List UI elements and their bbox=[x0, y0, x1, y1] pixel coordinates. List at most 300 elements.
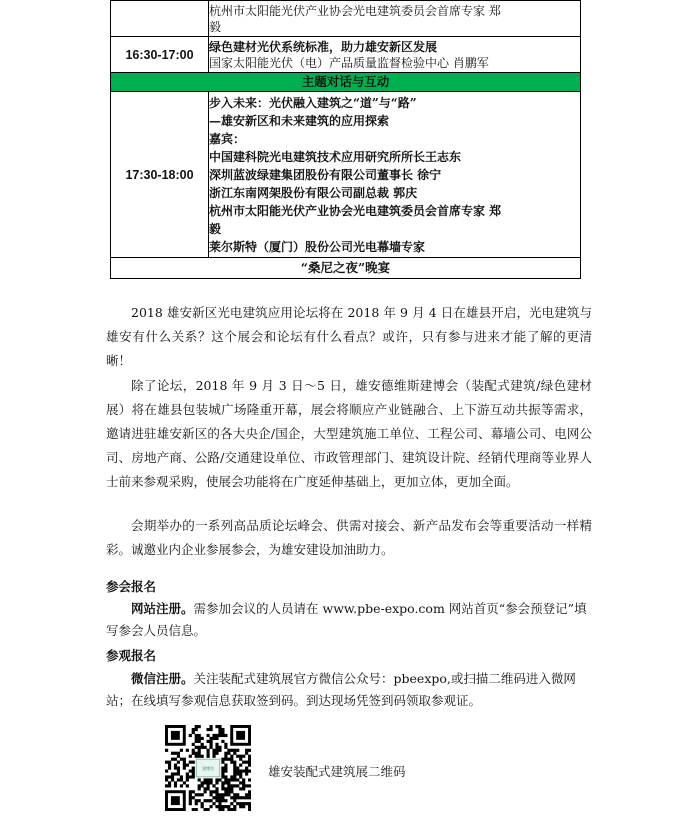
qr-module bbox=[224, 758, 227, 761]
qr-module bbox=[230, 775, 233, 778]
qr-module bbox=[192, 808, 195, 811]
qr-module bbox=[227, 790, 230, 793]
qr-module bbox=[212, 802, 215, 805]
qr-module bbox=[168, 781, 171, 784]
qr-module bbox=[201, 743, 204, 746]
qr-module bbox=[245, 767, 248, 770]
qr-module bbox=[209, 805, 212, 808]
qr-module bbox=[171, 758, 174, 761]
dialogue-line: 深圳蓝波绿建集团股份有限公司董事长 徐宁 bbox=[209, 167, 442, 182]
qr-module bbox=[218, 796, 221, 799]
qr-module bbox=[248, 805, 251, 808]
qr-module bbox=[207, 799, 210, 802]
qr-module bbox=[177, 778, 180, 781]
qr-module bbox=[248, 802, 251, 805]
qr-module bbox=[233, 752, 236, 755]
qr-module bbox=[236, 778, 239, 781]
qr-module bbox=[165, 769, 168, 772]
qr-finder bbox=[171, 731, 180, 740]
qr-module bbox=[186, 778, 189, 781]
qr-module bbox=[218, 746, 221, 749]
qr-module bbox=[168, 775, 171, 778]
qr-module bbox=[239, 769, 242, 772]
qr-module bbox=[195, 802, 198, 805]
session-title: 绿色建材光伏系统标准，助力雄安新区发展 bbox=[209, 39, 438, 54]
qr-module bbox=[198, 778, 201, 781]
visit-heading: 参观报名 bbox=[106, 648, 157, 663]
qr-module bbox=[233, 767, 236, 770]
qr-module bbox=[248, 764, 251, 767]
qr-module bbox=[218, 728, 221, 731]
qr-module bbox=[204, 778, 207, 781]
qr-module bbox=[195, 793, 198, 796]
qr-module bbox=[230, 787, 233, 790]
qr-module bbox=[218, 731, 221, 734]
qr-module bbox=[218, 725, 221, 728]
speaker-cell bbox=[209, 1, 581, 37]
qr-module bbox=[174, 764, 177, 767]
qr-module bbox=[233, 761, 236, 764]
qr-module bbox=[186, 764, 189, 767]
schedule-band-row bbox=[111, 73, 581, 92]
qr-module bbox=[248, 761, 251, 764]
qr-module bbox=[215, 737, 218, 740]
qr-module bbox=[207, 749, 210, 752]
qr-module bbox=[248, 784, 251, 787]
qr-module bbox=[207, 781, 210, 784]
qr-module bbox=[201, 737, 204, 740]
schedule-row bbox=[111, 92, 581, 258]
qr-module bbox=[195, 734, 198, 737]
qr-module bbox=[209, 778, 212, 781]
qr-module bbox=[209, 743, 212, 746]
qr-module bbox=[245, 784, 248, 787]
qr-module bbox=[165, 761, 168, 764]
qr-module bbox=[245, 769, 248, 772]
dialogue-line: 嘉宾： bbox=[209, 131, 246, 146]
dialogue-line: 杭州市太阳能光伏产业协会光电建筑委员会首席专家 郑 bbox=[209, 203, 502, 218]
qr-module bbox=[242, 755, 245, 758]
qr-module bbox=[239, 758, 242, 761]
qr-module bbox=[198, 787, 201, 790]
paragraph-expo: 除了论坛，2018 年 9 月 3 日～5 日，雄安德维斯建博会（装配式建筑/绿色建材展）将在雄县包装城广场隆重开幕，展会将顺应产业链融合、上下游互动共振等需求，邀请进驻雄安新区的各大央企/国企，大型建筑施工单位、工程公司、幕墙公司、电网公司、房地产商、公路/交通建设单位、市政管理部门、建筑设计院、经销代理商等业界人士前来参观采购，使展会功能将在广度延伸基础上，更加立体，更加全面。 bbox=[106, 378, 592, 489]
qr-module bbox=[239, 772, 242, 775]
qr-module bbox=[212, 737, 215, 740]
visit-text bbox=[106, 668, 592, 712]
qr-module bbox=[204, 781, 207, 784]
qr-module bbox=[233, 749, 236, 752]
qr-module bbox=[189, 769, 192, 772]
qr-module bbox=[215, 752, 218, 755]
qr-module bbox=[195, 799, 198, 802]
qr-module bbox=[212, 784, 215, 787]
qr-module bbox=[233, 778, 236, 781]
qr-module bbox=[183, 761, 186, 764]
qr-module bbox=[195, 725, 198, 728]
qr-module bbox=[221, 781, 224, 784]
qr-module bbox=[207, 752, 210, 755]
qr-module bbox=[221, 784, 224, 787]
schedule-row bbox=[111, 1, 581, 37]
qr-module bbox=[165, 749, 168, 752]
qr-module bbox=[239, 802, 242, 805]
qr-module bbox=[207, 740, 210, 743]
time-cell bbox=[111, 1, 209, 37]
qr-module bbox=[242, 769, 245, 772]
qr-module bbox=[212, 749, 215, 752]
qr-module bbox=[242, 805, 245, 808]
qr-module bbox=[239, 764, 242, 767]
qr-module bbox=[224, 775, 227, 778]
qr-module bbox=[248, 758, 251, 761]
visit-lead: 微信注册。 bbox=[131, 671, 194, 686]
speaker-line: 杭州市太阳能光伏产业协会光电建筑委员会首席专家 郑 bbox=[209, 3, 501, 18]
qr-module bbox=[230, 784, 233, 787]
qr-module bbox=[245, 749, 248, 752]
qr-module bbox=[192, 769, 195, 772]
qr-module bbox=[227, 787, 230, 790]
qr-module bbox=[183, 781, 186, 784]
qr-module bbox=[189, 802, 192, 805]
qr-module bbox=[174, 752, 177, 755]
qr-module bbox=[165, 778, 168, 781]
qr-module bbox=[224, 769, 227, 772]
qr-module bbox=[221, 734, 224, 737]
qr-module bbox=[221, 767, 224, 770]
qr-module bbox=[192, 761, 195, 764]
qr-module bbox=[186, 772, 189, 775]
qr-module bbox=[227, 778, 230, 781]
qr-module bbox=[242, 781, 245, 784]
qr-module bbox=[236, 796, 239, 799]
qr-code-graphic bbox=[165, 725, 251, 811]
qr-module bbox=[177, 752, 180, 755]
dialogue-line: 浙江东南网架股份有限公司副总裁 郭庆 bbox=[209, 185, 418, 200]
qr-module bbox=[245, 752, 248, 755]
qr-module bbox=[221, 772, 224, 775]
qr-module bbox=[224, 805, 227, 808]
qr-module bbox=[221, 787, 224, 790]
qr-module bbox=[192, 749, 195, 752]
qr-module bbox=[174, 781, 177, 784]
qr-module bbox=[236, 769, 239, 772]
qr-module bbox=[177, 769, 180, 772]
qr-finder bbox=[236, 731, 245, 740]
qr-module bbox=[207, 734, 210, 737]
dialogue-line: —雄安新区和未来建筑的应用探索 bbox=[209, 113, 390, 128]
qr-module bbox=[221, 758, 224, 761]
qr-module bbox=[189, 793, 192, 796]
qr-module bbox=[236, 749, 239, 752]
qr-module bbox=[233, 784, 236, 787]
qr-module bbox=[204, 746, 207, 749]
qr-module bbox=[174, 784, 177, 787]
session-cell bbox=[209, 37, 581, 73]
qr-module bbox=[168, 784, 171, 787]
qr-module bbox=[236, 784, 239, 787]
qr-module bbox=[230, 802, 233, 805]
qr-module bbox=[248, 749, 251, 752]
qr-module bbox=[218, 749, 221, 752]
qr-module bbox=[198, 746, 201, 749]
qr-module bbox=[221, 805, 224, 808]
qr-module bbox=[239, 787, 242, 790]
qr-module bbox=[212, 734, 215, 737]
qr-module bbox=[239, 796, 242, 799]
qr-module bbox=[186, 749, 189, 752]
qr-module bbox=[195, 746, 198, 749]
dialogue-line: 中国建科院光电建筑技术应用研究所所长王志东 bbox=[209, 149, 462, 164]
qr-module bbox=[195, 752, 198, 755]
qr-module bbox=[189, 761, 192, 764]
qr-module bbox=[198, 749, 201, 752]
qr-module bbox=[221, 731, 224, 734]
qr-module bbox=[215, 793, 218, 796]
registration-body: 需参加会议的人员请在 www.pbe-expo.com 网站首页“参会预登记”填写参会人员信息。 bbox=[106, 601, 587, 638]
qr-module bbox=[230, 778, 233, 781]
qr-module bbox=[183, 764, 186, 767]
qr-module bbox=[218, 808, 221, 811]
dialogue-line: 毅 bbox=[209, 221, 222, 236]
qr-module bbox=[218, 799, 221, 802]
paragraph-forum: 2018 雄安新区光电建筑应用论坛将在 2018 年 9 月 4 日在雄县开启，光电建筑与雄安有什么关系？这个展会和论坛有什么看点？或许，只有参与进来才能了解的更清晰！ bbox=[106, 305, 592, 368]
qr-module bbox=[192, 752, 195, 755]
qr-module bbox=[198, 740, 201, 743]
qr-module bbox=[239, 805, 242, 808]
qr-module bbox=[198, 755, 201, 758]
qr-module bbox=[233, 799, 236, 802]
qr-module bbox=[171, 778, 174, 781]
qr-module bbox=[245, 772, 248, 775]
qr-module bbox=[171, 775, 174, 778]
qr-module bbox=[212, 796, 215, 799]
qr-module bbox=[201, 802, 204, 805]
qr-module bbox=[242, 778, 245, 781]
qr-module bbox=[245, 761, 248, 764]
qr-module bbox=[192, 731, 195, 734]
qr-module bbox=[177, 767, 180, 770]
qr-module bbox=[227, 784, 230, 787]
qr-module bbox=[224, 790, 227, 793]
qr-module bbox=[177, 755, 180, 758]
dialogue-cell bbox=[209, 92, 581, 258]
qr-module bbox=[180, 775, 183, 778]
qr-module bbox=[233, 793, 236, 796]
qr-module bbox=[198, 752, 201, 755]
qr-module bbox=[204, 799, 207, 802]
qr-module bbox=[248, 793, 251, 796]
qr-module bbox=[239, 781, 242, 784]
qr-module bbox=[236, 793, 239, 796]
qr-module bbox=[195, 737, 198, 740]
band-title: 主题对话与互动 bbox=[111, 73, 581, 92]
qr-module bbox=[242, 784, 245, 787]
qr-module bbox=[204, 808, 207, 811]
qr-module bbox=[165, 775, 168, 778]
qr-module bbox=[236, 767, 239, 770]
qr-module bbox=[233, 796, 236, 799]
qr-module bbox=[248, 790, 251, 793]
time-cell: 17:30-18:00 bbox=[111, 92, 209, 258]
qr-module bbox=[248, 796, 251, 799]
qr-module bbox=[236, 755, 239, 758]
qr-module bbox=[195, 755, 198, 758]
qr-module bbox=[230, 755, 233, 758]
qr-code[interactable] bbox=[165, 725, 251, 811]
qr-module bbox=[221, 799, 224, 802]
qr-module bbox=[215, 787, 218, 790]
qr-module bbox=[174, 767, 177, 770]
qr-module bbox=[192, 796, 195, 799]
qr-module bbox=[233, 775, 236, 778]
qr-module bbox=[230, 749, 233, 752]
qr-module bbox=[239, 755, 242, 758]
qr-module bbox=[218, 802, 221, 805]
qr-module bbox=[198, 725, 201, 728]
qr-module bbox=[215, 790, 218, 793]
qr-module bbox=[165, 784, 168, 787]
qr-module bbox=[215, 781, 218, 784]
qr-module bbox=[201, 755, 204, 758]
qr-module bbox=[248, 755, 251, 758]
qr-module bbox=[233, 808, 236, 811]
qr-module bbox=[215, 805, 218, 808]
qr-module bbox=[221, 769, 224, 772]
qr-module bbox=[195, 740, 198, 743]
visit-body: 关注装配式建筑展官方微信公众号：pbeexpo,或扫描二维码进入微网站；在线填写参观信息获取签到码。到达现场凭签到码领取参观证。 bbox=[106, 671, 576, 708]
qr-module bbox=[227, 805, 230, 808]
qr-module bbox=[236, 772, 239, 775]
qr-module bbox=[209, 728, 212, 731]
time-cell: 16:30-17:00 bbox=[111, 37, 209, 73]
qr-module bbox=[198, 799, 201, 802]
qr-module bbox=[245, 793, 248, 796]
qr-module bbox=[177, 761, 180, 764]
qr-module bbox=[209, 746, 212, 749]
qr-module bbox=[192, 743, 195, 746]
qr-module bbox=[168, 764, 171, 767]
qr-module bbox=[236, 802, 239, 805]
schedule-banquet-row bbox=[111, 258, 581, 279]
qr-module bbox=[230, 790, 233, 793]
qr-module bbox=[248, 778, 251, 781]
paragraph-activities: 会期举办的一系列高品质论坛峰会、供需对接会、新产品发布会等重要活动一样精彩。诚邀业内企业参展参会，为雄安建设加油助力。 bbox=[106, 518, 592, 557]
qr-module bbox=[189, 734, 192, 737]
qr-module bbox=[224, 767, 227, 770]
qr-module bbox=[183, 767, 186, 770]
qr-module bbox=[221, 740, 224, 743]
qr-module bbox=[209, 793, 212, 796]
qr-module bbox=[224, 778, 227, 781]
qr-module bbox=[207, 787, 210, 790]
qr-module bbox=[215, 725, 218, 728]
qr-module bbox=[186, 784, 189, 787]
qr-module bbox=[207, 755, 210, 758]
banquet-title: “桑尼之夜”晚宴 bbox=[111, 258, 581, 279]
qr-module bbox=[239, 775, 242, 778]
qr-module bbox=[227, 749, 230, 752]
dialogue-line: 步入未来：光伏融入建筑之“道”与“路” bbox=[209, 95, 417, 110]
qr-module bbox=[180, 778, 183, 781]
qr-module bbox=[212, 790, 215, 793]
qr-module bbox=[183, 758, 186, 761]
qr-module bbox=[224, 787, 227, 790]
qr-module bbox=[174, 772, 177, 775]
qr-module bbox=[227, 808, 230, 811]
session-speaker: 国家太阳能光伏（电）产品质量监督检验中心 肖鹏军 bbox=[209, 55, 489, 70]
qr-module bbox=[171, 772, 174, 775]
qr-module bbox=[209, 790, 212, 793]
qr-module bbox=[221, 808, 224, 811]
qr-module bbox=[224, 743, 227, 746]
qr-module bbox=[230, 808, 233, 811]
qr-module bbox=[195, 728, 198, 731]
qr-module bbox=[215, 746, 218, 749]
qr-module bbox=[224, 781, 227, 784]
qr-module bbox=[189, 755, 192, 758]
qr-module bbox=[224, 755, 227, 758]
qr-module bbox=[224, 752, 227, 755]
qr-module bbox=[180, 749, 183, 752]
schedule-table bbox=[110, 0, 581, 279]
qr-module bbox=[227, 793, 230, 796]
qr-module bbox=[198, 784, 201, 787]
qr-module bbox=[215, 743, 218, 746]
qr-module bbox=[209, 737, 212, 740]
qr-module bbox=[212, 752, 215, 755]
qr-module bbox=[201, 784, 204, 787]
qr-module bbox=[168, 761, 171, 764]
qr-module bbox=[207, 778, 210, 781]
qr-module bbox=[221, 775, 224, 778]
qr-module bbox=[180, 758, 183, 761]
qr-module bbox=[233, 805, 236, 808]
qr-module bbox=[242, 802, 245, 805]
qr-module bbox=[224, 734, 227, 737]
qr-module bbox=[224, 799, 227, 802]
qr-module bbox=[192, 772, 195, 775]
qr-module bbox=[180, 784, 183, 787]
qr-module bbox=[209, 740, 212, 743]
qr-module bbox=[230, 796, 233, 799]
qr-module bbox=[207, 728, 210, 731]
qr-module bbox=[242, 796, 245, 799]
qr-module bbox=[215, 799, 218, 802]
speaker-line: 毅 bbox=[209, 19, 222, 34]
qr-module bbox=[201, 793, 204, 796]
qr-logo-text: 建博会 bbox=[202, 766, 214, 772]
qr-module bbox=[224, 793, 227, 796]
qr-module bbox=[168, 767, 171, 770]
qr-module bbox=[209, 799, 212, 802]
qr-module bbox=[245, 796, 248, 799]
qr-finder bbox=[171, 796, 180, 805]
qr-module bbox=[198, 734, 201, 737]
qr-module bbox=[227, 781, 230, 784]
dialogue-line: 莱尔斯特（厦门）股份公司光电幕墙专家 bbox=[209, 239, 426, 254]
qr-module bbox=[218, 805, 221, 808]
qr-module bbox=[186, 775, 189, 778]
qr-module bbox=[215, 749, 218, 752]
qr-module bbox=[245, 802, 248, 805]
qr-module bbox=[201, 805, 204, 808]
qr-module bbox=[221, 796, 224, 799]
qr-module bbox=[192, 790, 195, 793]
qr-module bbox=[218, 793, 221, 796]
qr-module bbox=[230, 761, 233, 764]
qr-module bbox=[171, 752, 174, 755]
qr-module bbox=[215, 796, 218, 799]
